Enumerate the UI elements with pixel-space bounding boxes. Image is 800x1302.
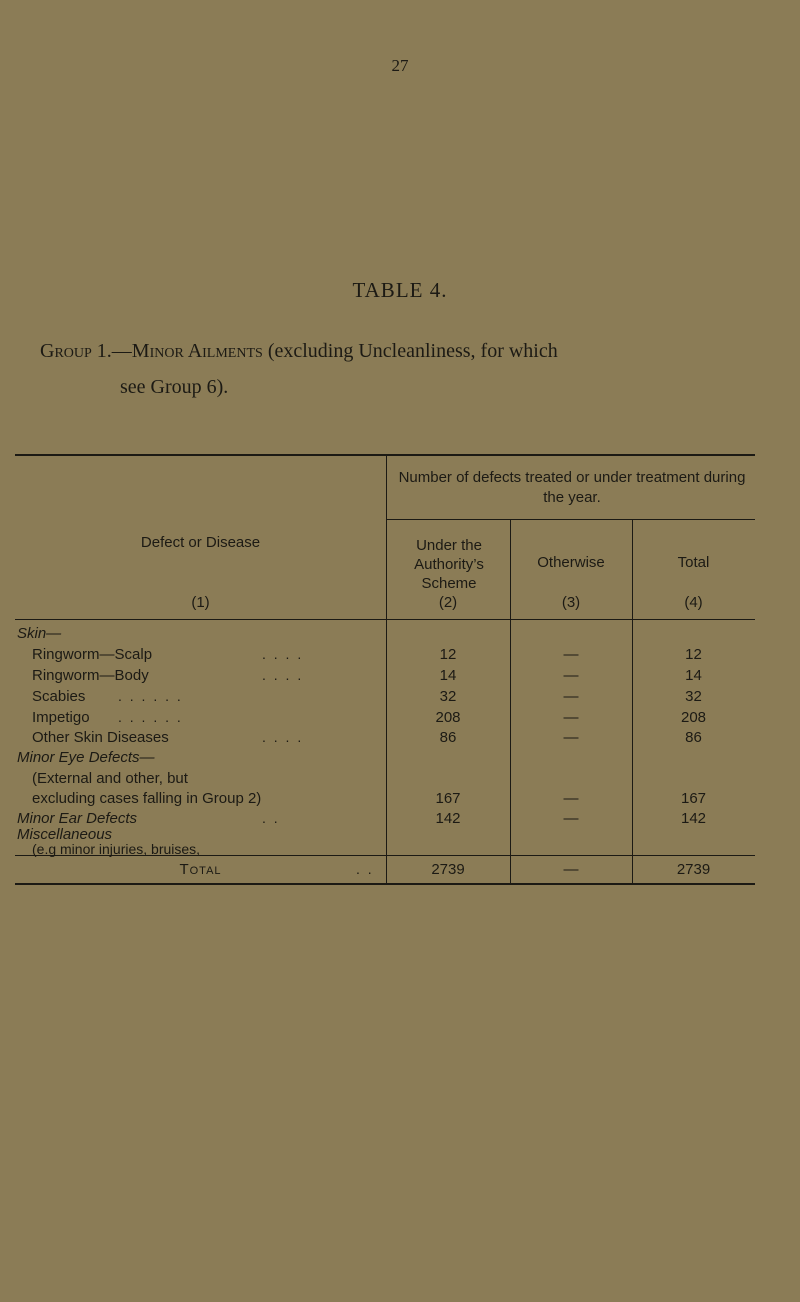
- col3-header: Otherwise: [537, 554, 605, 571]
- scheme-value: 142: [435, 810, 461, 827]
- group-description: (excluding Uncleanliness, for which: [262, 340, 558, 362]
- group-label: Group 1.: [40, 340, 112, 362]
- col1-header: Defect or Disease: [140, 534, 261, 551]
- total-otherwise-value: —: [563, 861, 579, 878]
- row-label-line2: excluding cases falling in Group 2): [32, 790, 262, 807]
- row-label: Impetigo: [32, 709, 90, 726]
- total-total-value: 2739: [676, 861, 711, 878]
- col1-number: (1): [191, 594, 210, 611]
- section-minor-ear: Minor Ear Defects: [17, 810, 138, 827]
- header-inner-rule: [386, 519, 755, 520]
- row-label: Ringworm—Scalp: [32, 646, 153, 663]
- total-value: 142: [680, 810, 707, 827]
- scheme-value: 208: [435, 709, 461, 726]
- otherwise-value: —: [563, 810, 579, 827]
- total-value: 167: [680, 790, 707, 807]
- misc-description-line1: (e.g minor injuries, bruises,: [32, 841, 201, 857]
- row-label: Ringworm—Body: [32, 667, 149, 684]
- table-top-rule: [15, 454, 755, 456]
- total-value: 12: [685, 646, 702, 663]
- leader-dots: . . . . . .: [118, 688, 183, 704]
- leader-dots: . . . .: [262, 729, 304, 745]
- row-label: Other Skin Diseases: [32, 729, 169, 746]
- total-value: 14: [685, 667, 702, 684]
- total-value: 208: [680, 709, 707, 726]
- scheme-value: 167: [435, 790, 461, 807]
- leader-dots: . .: [262, 810, 280, 826]
- scheme-value: 14: [439, 667, 457, 684]
- header-bottom-rule: [15, 619, 755, 620]
- section-minor-eye: Minor Eye Defects—: [17, 749, 155, 766]
- otherwise-value: —: [563, 709, 579, 726]
- leader-dots: . . . .: [262, 667, 304, 683]
- scheme-value: 12: [439, 646, 457, 663]
- scheme-value: 86: [439, 729, 457, 746]
- otherwise-value: —: [563, 729, 579, 746]
- total-value: 32: [685, 688, 702, 705]
- otherwise-value: —: [563, 646, 579, 663]
- section-miscellaneous: Miscellaneous: [17, 826, 113, 843]
- table-bottom-rule: [15, 883, 755, 885]
- group-column-header: Number of defects treated or under treatment during the year.: [398, 469, 746, 506]
- page-number: 27: [391, 56, 409, 75]
- col4-number: (4): [684, 594, 703, 611]
- total-label-text: Total: [179, 861, 222, 878]
- scheme-value: 32: [439, 688, 457, 705]
- section-skin: Skin—: [17, 625, 62, 642]
- leader-dots: . . . . . .: [118, 709, 183, 725]
- total-scheme-value: 2739: [431, 861, 465, 878]
- table-title: TABLE 4.: [352, 278, 448, 302]
- col2-header: Under the Authority’s Scheme: [414, 537, 484, 592]
- table-subtitle: [40, 333, 780, 405]
- leader-dots: . .: [356, 861, 374, 877]
- col4-header: Total: [677, 554, 710, 571]
- group-dash: —: [111, 340, 132, 362]
- row-label: Scabies: [32, 688, 86, 705]
- leader-dots: . . . .: [262, 646, 304, 662]
- group-name: Minor Ailments: [131, 340, 263, 362]
- otherwise-value: —: [563, 667, 579, 684]
- total-label: [15, 861, 386, 878]
- total-value: 86: [685, 729, 702, 746]
- col2-number: (2): [438, 594, 458, 611]
- otherwise-value: —: [563, 688, 579, 705]
- group-description-line2: see Group 6).: [120, 376, 229, 398]
- row-label-line1: (External and other, but: [32, 770, 188, 787]
- otherwise-value: —: [563, 790, 579, 807]
- col3-number: (3): [561, 594, 581, 611]
